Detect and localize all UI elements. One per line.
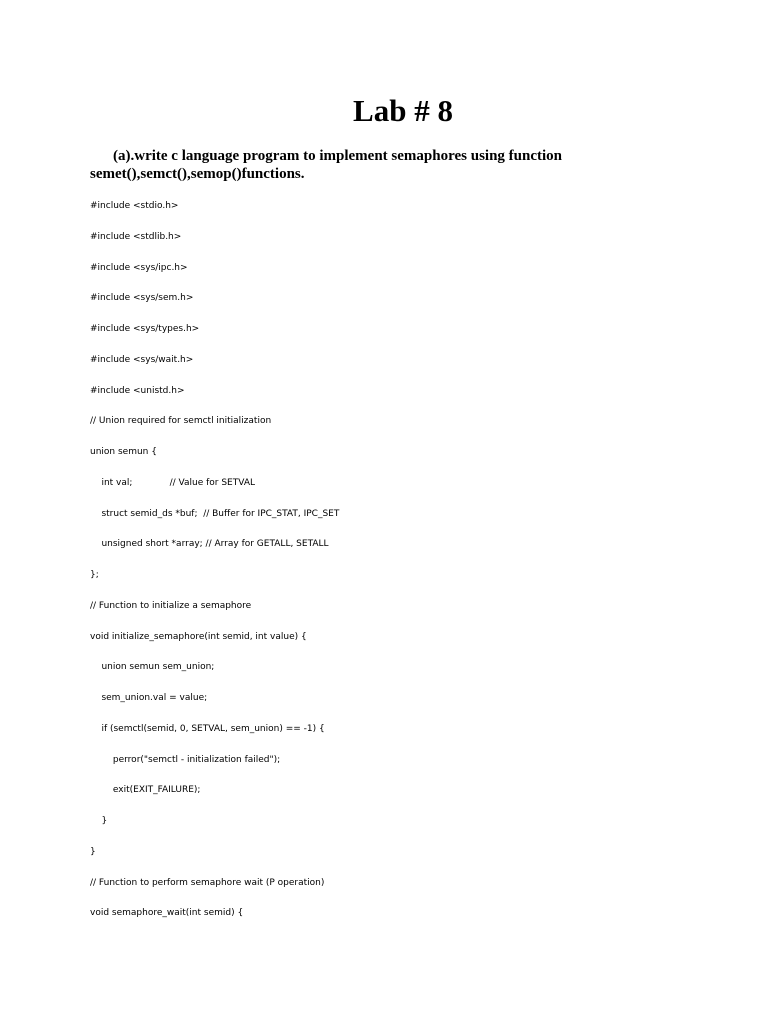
code-line: #include <sys/types.h>	[90, 324, 200, 334]
code-line: #include <stdlib.h>	[90, 231, 182, 242]
code-line: void initialize_semaphore(int semid, int value) {	[90, 631, 307, 642]
code-line: };	[90, 570, 99, 580]
question-text	[90, 147, 610, 183]
code-line: // Function to perform semaphore wait (P operation)	[90, 877, 325, 888]
code-block	[90, 197, 710, 935]
code-line: #include <sys/sem.h>	[90, 293, 194, 304]
code-line: int val; // Value for SETVAL	[90, 477, 255, 488]
code-line: }	[90, 816, 108, 826]
code-line: unsigned short *array; // Array for GETALL, SETALL	[90, 539, 329, 550]
code-line: exit(EXIT_FAILURE);	[90, 785, 201, 796]
code-line: perror("semctl - initialization failed");	[90, 754, 281, 765]
code-line: #include <sys/ipc.h>	[90, 262, 188, 273]
code-line: // Union required for semctl initialization	[90, 416, 272, 427]
code-line: #include <stdio.h>	[90, 201, 179, 211]
code-line: #include <sys/wait.h>	[90, 354, 194, 365]
question-line-1: (a).write c language program to implement semaphores using function	[113, 148, 563, 164]
code-line: void semaphore_wait(int semid) {	[90, 908, 244, 919]
code-line: if (semctl(semid, 0, SETVAL, sem_union) == -1) {	[90, 723, 325, 734]
document-title: Lab # 8	[353, 93, 453, 128]
code-line: union semun sem_union;	[90, 662, 215, 673]
code-line: union semun {	[90, 447, 157, 457]
code-line: // Function to initialize a semaphore	[90, 600, 252, 611]
code-line: sem_union.val = value;	[90, 693, 208, 703]
question-line-2: semet(),semct(),semop()functions.	[90, 166, 305, 182]
code-line: #include <unistd.h>	[90, 385, 185, 396]
code-line: }	[90, 846, 96, 857]
code-line: struct semid_ds *buf; // Buffer for IPC_STAT, IPC_SET	[90, 508, 340, 519]
